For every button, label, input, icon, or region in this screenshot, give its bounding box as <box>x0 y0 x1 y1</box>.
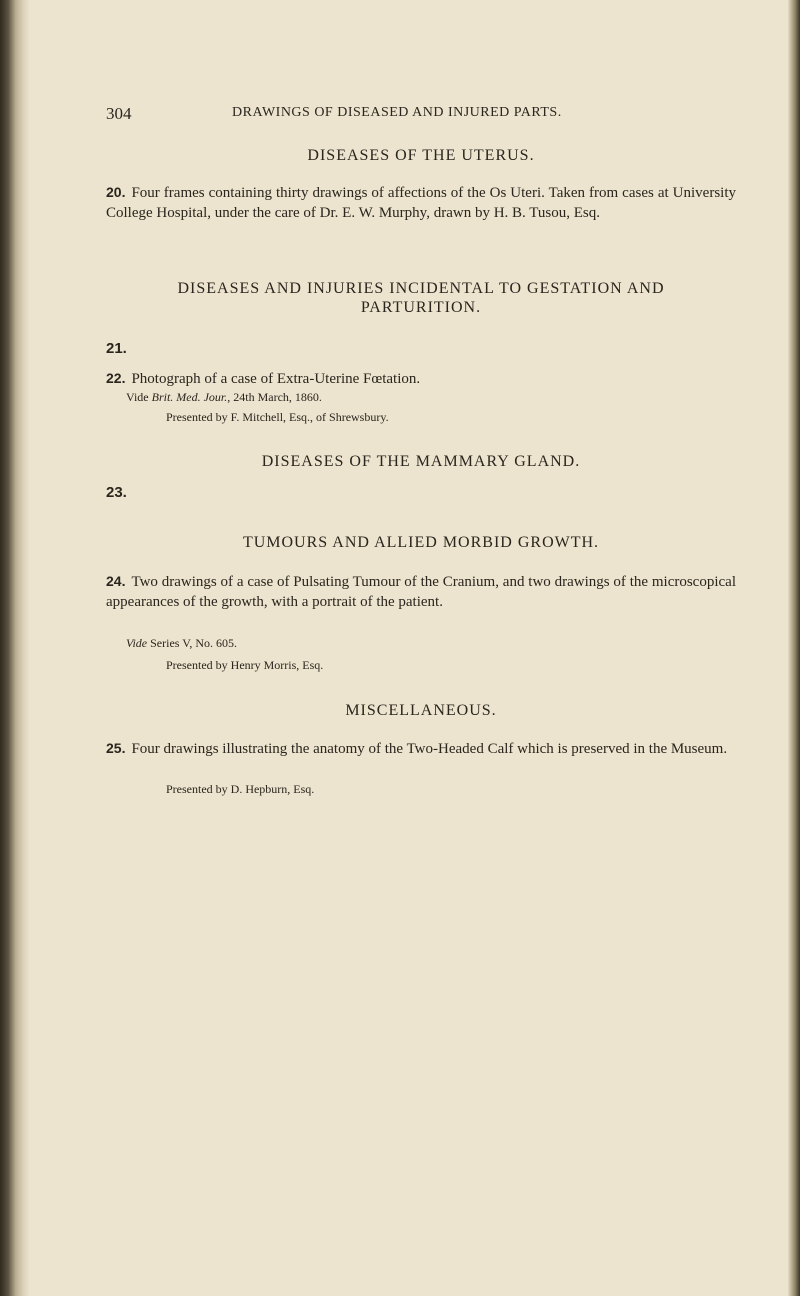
entry-24-ref-prefix: Vide <box>126 636 148 650</box>
entry-23-number: 23. <box>106 484 127 501</box>
page-edge-shadow <box>788 0 800 1296</box>
entry-20-number: 20. <box>106 184 126 200</box>
heading-mammary-gland: DISEASES OF THE MAMMARY GLAND. <box>261 453 581 470</box>
entry-22-reference <box>126 390 322 405</box>
entry-22-ref-date: 24th March, 1860. <box>233 390 322 404</box>
entry-25-presented: Presented by D. Hepburn, Esq. <box>166 782 315 796</box>
running-head <box>106 104 736 124</box>
entry-20-text: Four frames containing thirty drawings of affections of the Os Uteri. Taken from cases at University College Hospital, under the care of Dr. E. W. Murphy, drawn by H. B. Tusou, Esq. <box>106 185 736 221</box>
entry-24 <box>106 571 736 612</box>
entry-25-number: 25. <box>106 740 126 756</box>
entry-24-reference <box>126 636 237 651</box>
entry-22-ref-prefix: Vide <box>126 390 149 404</box>
heading-gestation-line2: PARTURITION. <box>360 299 482 316</box>
entry-24-text: Two drawings of a case of Pulsating Tumour of the Cranium, and two drawings of the microscopical appearances of the growth, with a portrait of the patient. <box>106 574 736 610</box>
entry-24-presented: Presented by Henry Morris, Esq. <box>166 658 324 672</box>
entry-25 <box>106 738 736 759</box>
entry-22 <box>106 368 736 389</box>
entry-22-text: Photograph of a case of Extra-Uterine Fœtation. <box>131 371 421 387</box>
entry-24-number: 24. <box>106 573 126 589</box>
page-number: 304 <box>106 104 132 123</box>
entry-25-text: Four drawings illustrating the anatomy of the Two-Headed Calf which is preserved in the Museum. <box>131 741 728 757</box>
running-title: DRAWINGS OF DISEASED AND INJURED PARTS. <box>232 105 562 120</box>
entry-22-presented: Presented by F. Mitchell, Esq., of Shrewsbury. <box>166 410 389 424</box>
heading-miscellaneous: MISCELLANEOUS. <box>345 702 497 719</box>
entry-22-number: 22. <box>106 370 126 386</box>
entry-22-ref-source: Brit. Med. Jour., <box>151 390 231 404</box>
entry-21-number: 21. <box>106 340 127 357</box>
heading-tumours: TUMOURS AND ALLIED MORBID GROWTH. <box>242 534 600 551</box>
heading-diseases-of-uterus: DISEASES OF THE UTERUS. <box>307 147 535 164</box>
page-binding-shadow <box>0 0 30 1296</box>
heading-gestation-line1: DISEASES AND INJURIES INCIDENTAL TO GESTATION AND <box>177 280 665 297</box>
entry-24-ref-rest: Series V, No. 605. <box>150 636 238 650</box>
entry-20 <box>106 182 736 223</box>
